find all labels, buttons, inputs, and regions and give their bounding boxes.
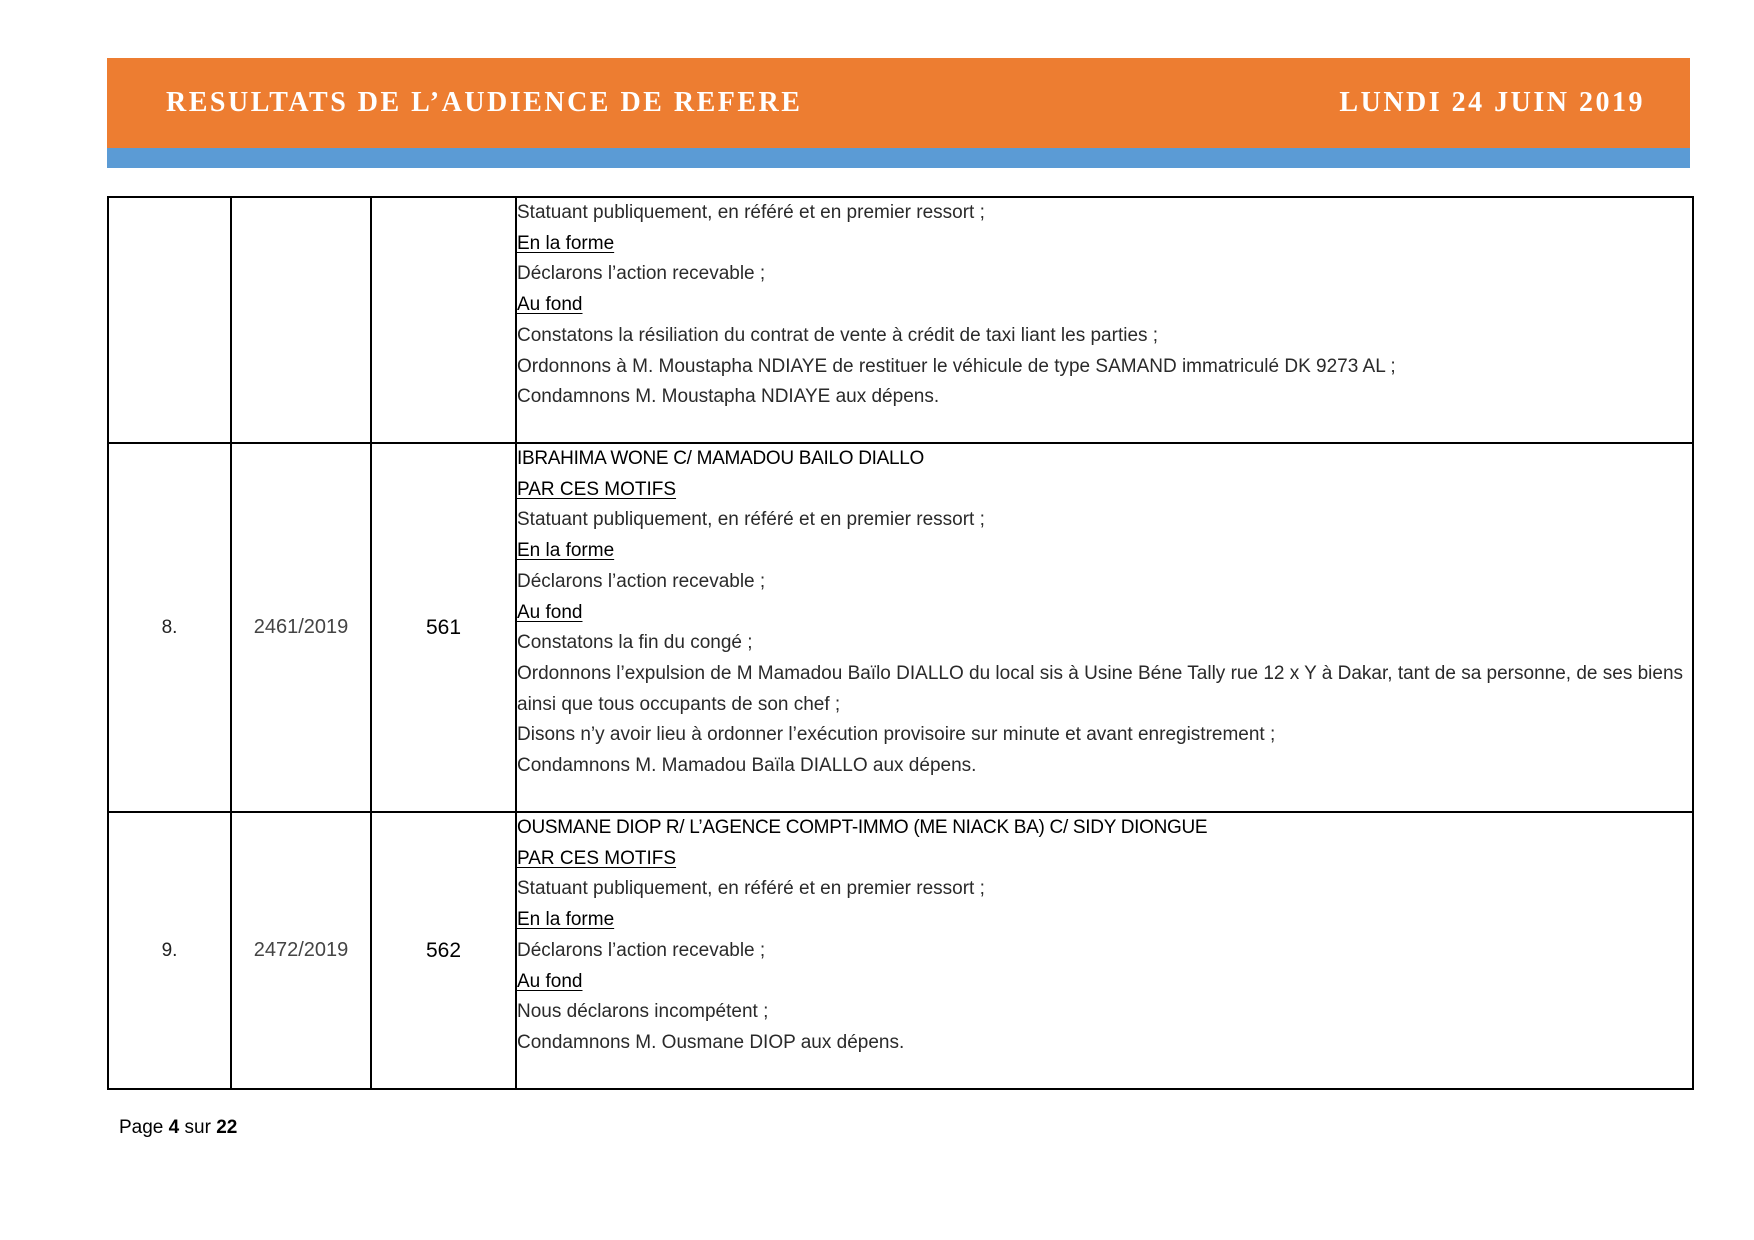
header-accent-strip (107, 148, 1690, 168)
section-heading: PAR CES MOTIFS (517, 478, 677, 500)
ruling-line: Statuant publiquement, en référé et en premier ressort ; (517, 509, 985, 531)
section-heading: Au fond (517, 601, 583, 623)
ruling-line: Statuant publiquement, en référé et en premier ressort ; (517, 878, 985, 900)
ruling-line: Condamnons M. Mamadou Baïla DIALLO aux dépens. (517, 755, 977, 777)
ruling-line: Nous déclarons incompétent ; (517, 1001, 769, 1023)
results-table (107, 196, 1694, 1090)
ruling-line: Ordonnons à M. Moustapha NDIAYE de restituer le véhicule de type SAMAND immatriculé DK 9273 AL ; (517, 355, 1396, 377)
table-row (108, 197, 1693, 443)
ruling-line: Condamnons M. Moustapha NDIAYE aux dépens. (517, 386, 940, 408)
ruling-line: Disons n’y avoir lieu à ordonner l’exécution provisoire sur minute et avant enregistrement ; (517, 724, 1276, 746)
case-parties: IBRAHIMA WONE C/ MAMADOU BAILO DIALLO (517, 448, 924, 469)
ruling-line: Déclarons l’action recevable ; (517, 570, 766, 592)
page-label: Page (119, 1117, 164, 1138)
ruling-text-cell (516, 443, 1693, 812)
table-row (108, 443, 1693, 812)
hearing-date: LUNDI 24 JUIN 2019 (1339, 87, 1645, 118)
ruling-line: Déclarons l’action recevable ; (517, 939, 766, 961)
section-heading: En la forme (517, 540, 615, 562)
current-page-number: 4 (168, 1117, 180, 1138)
row-number-cell: 9. (108, 812, 231, 1089)
page-of-label: sur (184, 1117, 211, 1138)
ruling-text-cell (516, 197, 1693, 443)
ruling-line: Constatons la fin du congé ; (517, 632, 753, 654)
section-heading: PAR CES MOTIFS (517, 847, 677, 869)
page-footer (119, 1117, 237, 1139)
ruling-line: Déclarons l’action recevable ; (517, 263, 766, 285)
case-number-cell: 2472/2019 (231, 812, 371, 1089)
section-heading: Au fond (517, 970, 583, 992)
case-number-cell: 2461/2019 (231, 443, 371, 812)
section-heading: En la forme (517, 232, 615, 254)
section-heading: En la forme (517, 909, 615, 931)
ruling-line: Statuant publiquement, en référé et en premier ressort ; (517, 202, 985, 223)
row-number-cell (108, 197, 231, 443)
ruling-number-cell (371, 197, 516, 443)
case-parties: OUSMANE DIOP R/ L’AGENCE COMPT-IMMO (ME NIACK BA) C/ SIDY DIONGUE (517, 817, 1208, 838)
ruling-number-cell: 561 (371, 443, 516, 812)
page-title: RESULTATS DE L’AUDIENCE DE REFERE (166, 87, 803, 118)
table-row (108, 812, 1693, 1089)
ruling-line: Constatons la résiliation du contrat de vente à crédit de taxi liant les parties ; (517, 324, 1159, 346)
row-number-cell: 8. (108, 443, 231, 812)
ruling-line: Ordonnons l’expulsion de M Mamadou Baïlo DIALLO du local sis à Usine Béne Tally rue 12 x Y à Dakar, tant de sa personne, de ses biens ainsi que tous occupants de son chef ; (517, 662, 1684, 715)
page-header-banner (107, 58, 1690, 148)
section-heading: Au fond (517, 294, 583, 316)
ruling-number-cell: 562 (371, 812, 516, 1089)
ruling-text-cell (516, 812, 1693, 1089)
case-number-cell (231, 197, 371, 443)
ruling-line: Condamnons M. Ousmane DIOP aux dépens. (517, 1031, 905, 1053)
total-pages-number: 22 (216, 1117, 238, 1138)
